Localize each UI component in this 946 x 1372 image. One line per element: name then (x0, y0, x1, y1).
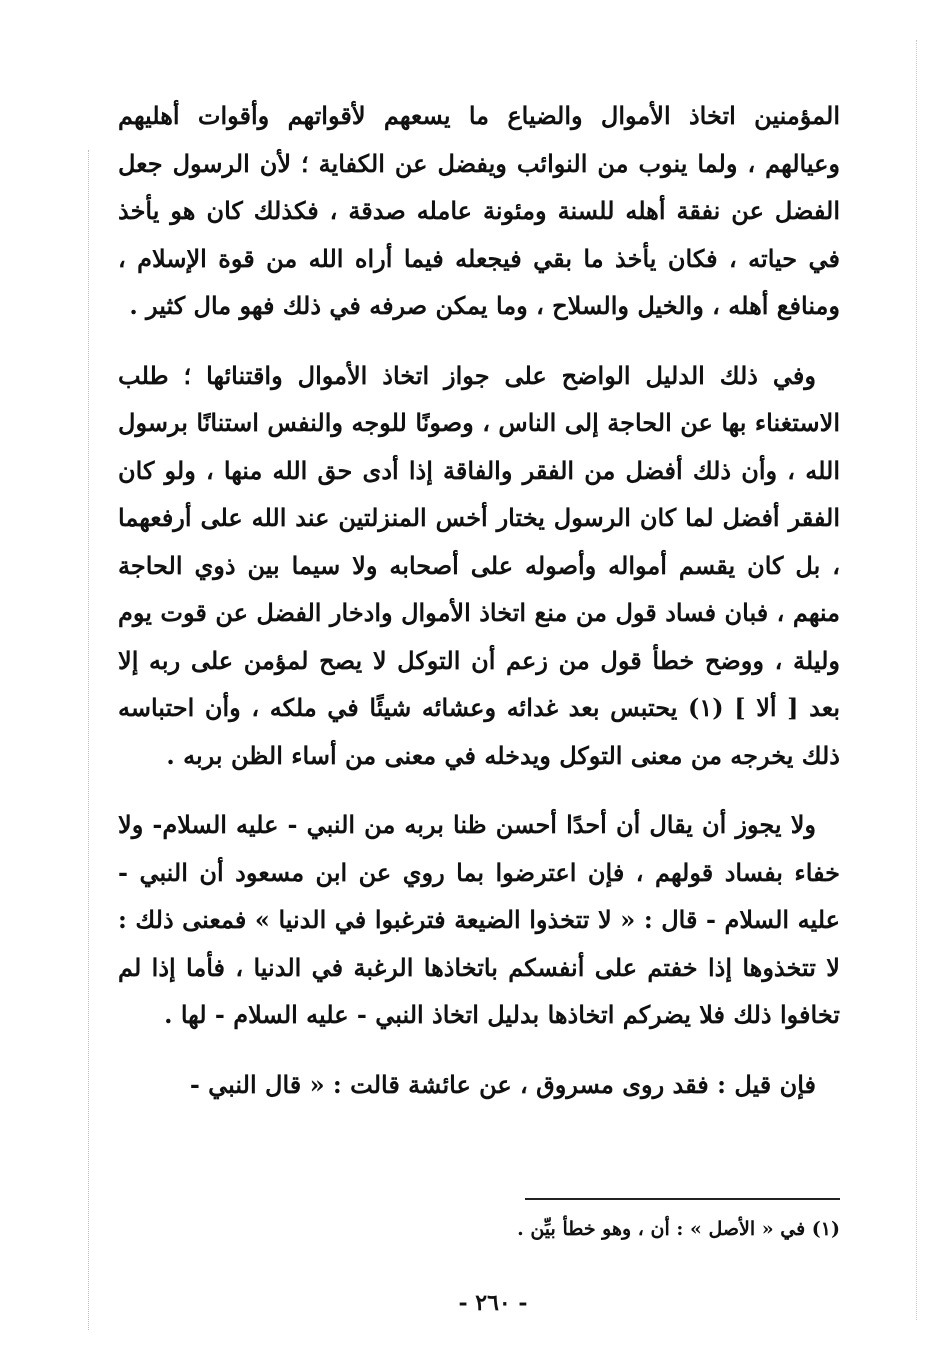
paragraph-3: ولا يجوز أن يقال أن أحدًا أحسن ظنا بربه من النبي - عليه السلام- ولا خفاء بفساد قولهم ، فإن اعترضوا بما روي عن ابن مسعود أن النبي - عليه السلام - قال : « لا تتخذوا الضيعة فترغبوا في الدنيا » فمعنى ذلك : لا تتخذوها إذا خفتم على أنفسكم باتخاذها الرغبة في الدنيا ، فأما إذا لم تخافوا ذلك فلا يضركم اتخاذها بدليل اتخاذ النبي - عليه السلام - لها . (118, 810, 840, 1029)
paragraph-4: فإن قيل : فقد روى مسروق ، عن عائشة قالت : « قال النبي - (189, 1069, 816, 1099)
footnote-separator (525, 1198, 840, 1200)
main-text (118, 92, 840, 1130)
footnote: (١) في « الأصل » : أن ، وهو خطأ بيِّن . (517, 1218, 840, 1240)
paragraph-2: وفي ذلك الدليل الواضح على جواز اتخاذ الأموال واقتنائها ؛ طلب الاستغناء بها عن الحاجة إلى الناس ، وصونًا للوجه والنفس استنانًا برسول الله ، وأن ذلك أفضل من الفقر والفاقة إذا أدى حق الله منها ، ولو كان الفقر أفضل لما كان الرسول يختار أخس المنزلتين عند الله على أرفعهما ، بل كان يقسم أمواله وأصوله على أصحابه ولا سيما بين ذوي الحاجة منهم ، فبان فساد قول من منع اتخاذ الأموال وادخار الفضل عن قوت يوم وليلة ، ووضح خطأ قول من زعم أن التوكل لا يصح لمؤمن على ربه إلا بعد [ ألا ] (١) يحتبس بعد غدائه وعشائه شيئًا في ملكه ، وأن احتباسه ذلك يخرجه من معنى التوكل ويدخله في معنى من أساء الظن بربه . (118, 360, 841, 770)
paragraph-1: المؤمنين اتخاذ الأموال والضياع ما يسعهم لأقواتهم وأقوات أهليهم وعيالهم ، ولما ينوب من النوائب ويفضل عن الكفاية ؛ لأن الرسول جعل الفضل عن نفقة أهله للسنة ومئونة عامله صدقة ، فكذلك كان هو يأخذ في حياته ، فكان يأخذ ما بقي فيجعله فيما أراه الله من قوة الإسلام ، ومنافع أهله ، والخيل والسلاح ، وما يمكن صرفه في ذلك فهو مال كثير . (118, 101, 840, 320)
scan-edge-right (916, 40, 917, 1320)
scan-edge-left (88, 150, 89, 1330)
page-number: - ٢٦٠ - (458, 1290, 528, 1316)
